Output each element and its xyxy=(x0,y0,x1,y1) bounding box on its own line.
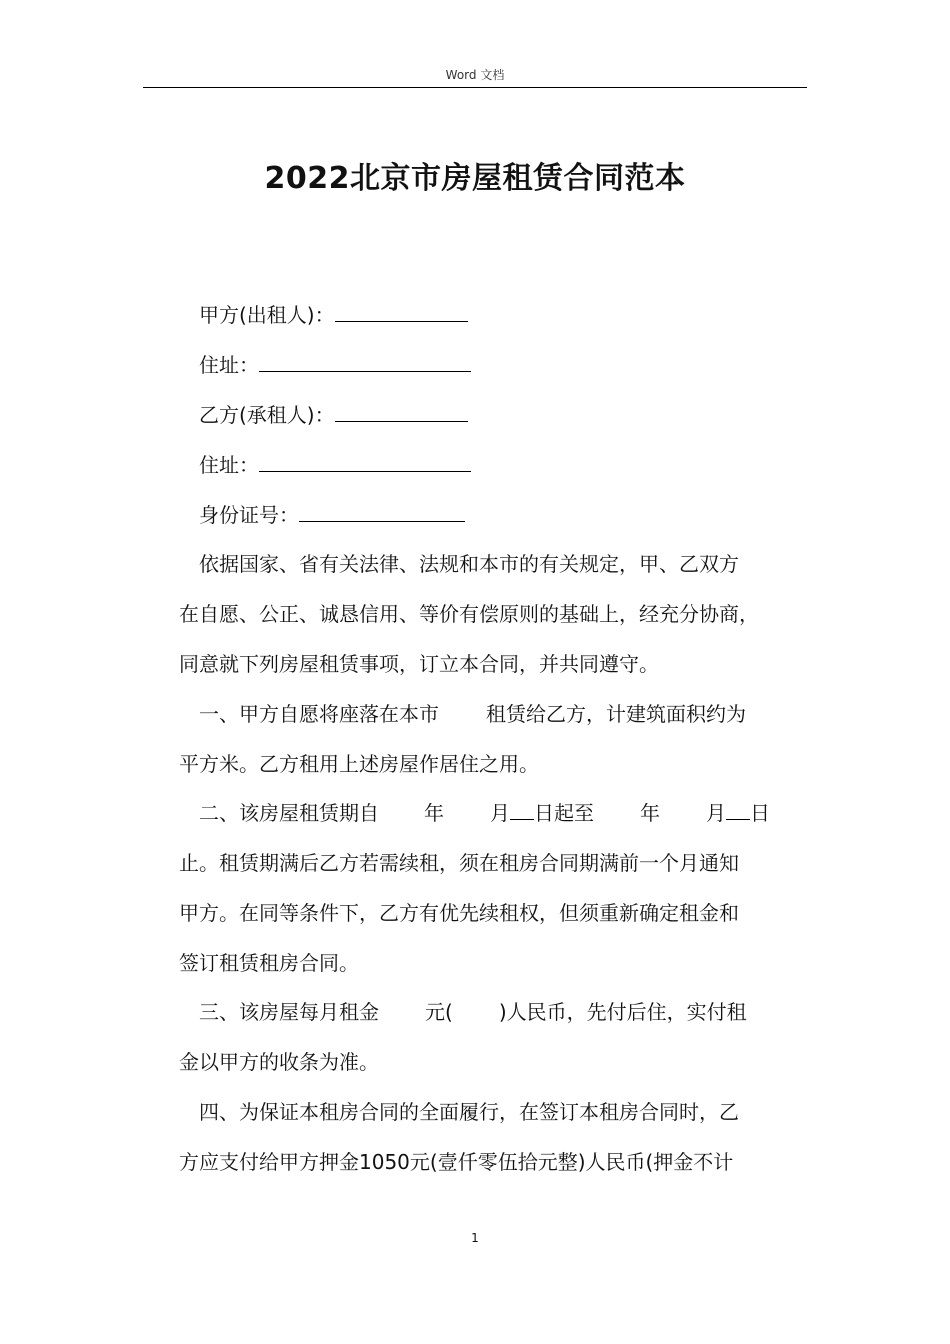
clause-2-year: 年 xyxy=(640,801,660,825)
id-number-label: 身份证号： xyxy=(199,503,299,527)
clause-2-line: 签订租赁租房合同。 xyxy=(179,951,359,975)
address-b-blank xyxy=(259,450,471,472)
clause-2-line: 甲方。在同等条件下，乙方有优先续租权，但须重新确定租金和 xyxy=(179,901,739,925)
day-blank xyxy=(510,798,534,820)
page-header: Word 文档 xyxy=(445,68,505,82)
day-blank xyxy=(726,798,750,820)
document-title: 2022北京市房屋租赁合同范本 xyxy=(264,161,686,196)
clause-2-text: 日起至 xyxy=(534,801,594,825)
id-number-field xyxy=(199,500,465,530)
clause-3-text: )人民币，先付后住，实付租 xyxy=(498,1000,747,1024)
intro-line: 同意就下列房屋租赁事项，订立本合同，并共同遵守。 xyxy=(179,652,659,676)
address-a-label: 住址： xyxy=(199,353,259,377)
header-divider xyxy=(143,87,807,88)
party-b-blank xyxy=(335,400,468,422)
id-number-blank xyxy=(299,500,465,522)
address-a-field xyxy=(199,350,471,380)
clause-2-month: 月 xyxy=(490,801,510,825)
clause-1-text: 一、甲方自愿将座落在本市 xyxy=(199,702,439,726)
clause-2-month: 月 xyxy=(706,801,726,825)
address-a-blank xyxy=(259,350,471,372)
clause-2-text: 日 xyxy=(750,801,770,825)
clause-3-text: 三、该房屋每月租金 xyxy=(199,1000,379,1024)
clause-3-text: 元( xyxy=(425,1000,453,1024)
page-number: 1 xyxy=(471,1231,479,1245)
clause-4-line: 方应支付给甲方押金1050元(壹仟零伍拾元整)人民币(押金不计 xyxy=(179,1150,734,1174)
intro-line: 依据国家、省有关法律、法规和本市的有关规定，甲、乙双方 xyxy=(199,552,739,576)
clause-3-line xyxy=(199,997,747,1027)
clause-2-line xyxy=(199,798,770,828)
clause-1-text: 租赁给乙方，计建筑面积约为 xyxy=(486,702,746,726)
clause-2-year: 年 xyxy=(424,801,444,825)
address-b-label: 住址： xyxy=(199,453,259,477)
clause-2-line: 止。租赁期满后乙方若需续租，须在租房合同期满前一个月通知 xyxy=(179,851,739,875)
clause-1-line: 平方米。乙方租用上述房屋作居住之用。 xyxy=(179,752,539,776)
party-a-blank xyxy=(335,300,468,322)
clause-4-line: 四、为保证本租房合同的全面履行，在签订本租房合同时，乙 xyxy=(199,1100,739,1124)
party-a-field xyxy=(199,300,468,330)
clause-2-text: 二、该房屋租赁期自 xyxy=(199,801,379,825)
clause-3-line: 金以甲方的收条为准。 xyxy=(179,1050,379,1074)
party-b-label: 乙方(承租人)： xyxy=(199,403,335,427)
party-b-field xyxy=(199,400,468,430)
intro-line: 在自愿、公正、诚恳信用、等价有偿原则的基础上，经充分协商， xyxy=(179,602,759,626)
party-a-label: 甲方(出租人)： xyxy=(199,303,335,327)
address-b-field xyxy=(199,450,471,480)
clause-1-line xyxy=(199,699,746,729)
